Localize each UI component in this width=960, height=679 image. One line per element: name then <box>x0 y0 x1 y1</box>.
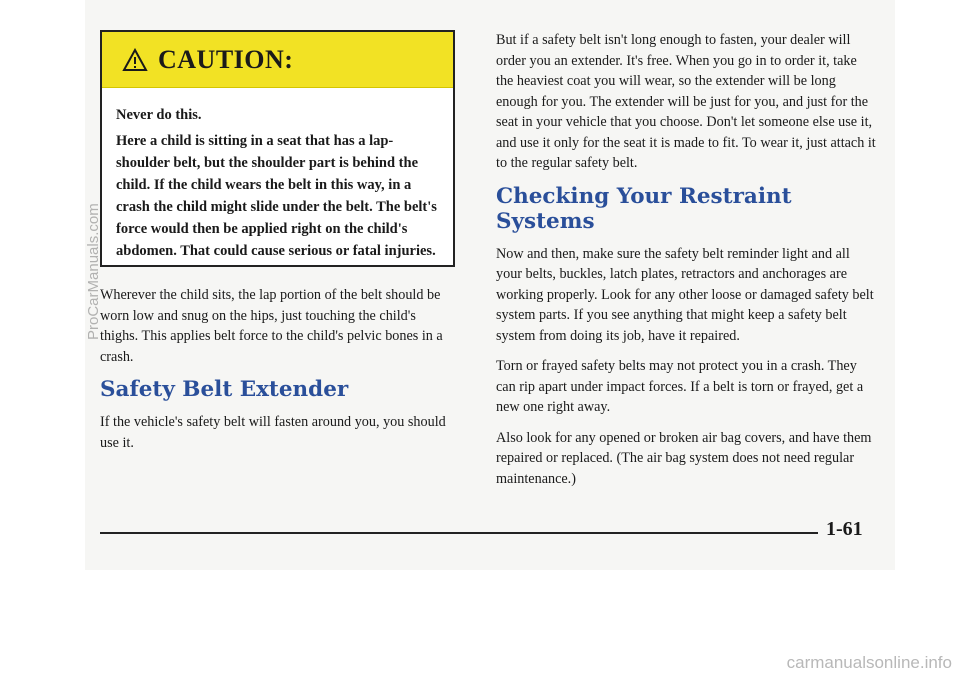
right-paragraph-3: Torn or frayed safety belts may not protect you in a crash. They can rip apart under impact forces. If a belt is torn or frayed, get a new one right away. <box>496 358 864 415</box>
right-column <box>496 30 876 499</box>
footer-watermark[interactable]: carmanualsonline.info <box>786 653 952 672</box>
left-column <box>100 30 455 463</box>
right-paragraph-1: But if a safety belt isn't long enough to fasten, your dealer will order you an extender. It's free. When you go in to order it, take the heaviest coat you will wear, so the extender will be long enough for you. The extender will be just for you, and just for the seat in your vehicle that you choose. Don't let someone else use it, and use it only for the seat it is made to fit. To wear it, just attach it to the regular safety belt. <box>496 32 876 171</box>
caution-body <box>102 88 453 262</box>
warning-triangle-icon <box>122 48 148 72</box>
page-number: 1-61 <box>826 518 863 540</box>
caution-line-2: Here a child is sitting in a seat that has a lap-shoulder belt, but the shoulder part is behind the child. If the child wears the belt in this way, in a crash the child might slide under the belt. The belt's force would then be applied right on the child's abdomen. That could cause serious or fatal injuries. <box>116 133 437 259</box>
caution-box <box>100 30 455 267</box>
caution-header <box>102 32 453 88</box>
safety-belt-extender-heading: Safety Belt Extender <box>100 377 349 402</box>
checking-restraint-systems-heading: Checking Your Restraint Systems <box>496 183 792 234</box>
left-paragraph-1: Wherever the child sits, the lap portion of the belt should be worn low and snug on the hips, just touching the child's thighs. This applies belt force to the child's pelvic bones in a crash. <box>100 287 443 365</box>
caution-line-1: Never do this. <box>116 107 202 123</box>
side-watermark: ProCarManuals.com <box>85 203 102 340</box>
right-paragraph-2: Now and then, make sure the safety belt reminder light and all your belts, buckles, latch plates, retractors and anchorages are working properly. Look for any other loose or damaged safety belt system parts. If you see anything that might keep a safety belt system from doing its job, have it repaired. <box>496 245 874 344</box>
right-paragraph-4: Also look for any opened or broken air bag covers, and have them repaired or replaced. (The air bag system does not need regular maintenance.) <box>496 429 872 487</box>
caution-title: CAUTION: <box>158 44 294 74</box>
left-paragraph-2: If the vehicle's safety belt will fasten around you, you should use it. <box>100 414 446 451</box>
footer-rule <box>100 532 818 534</box>
